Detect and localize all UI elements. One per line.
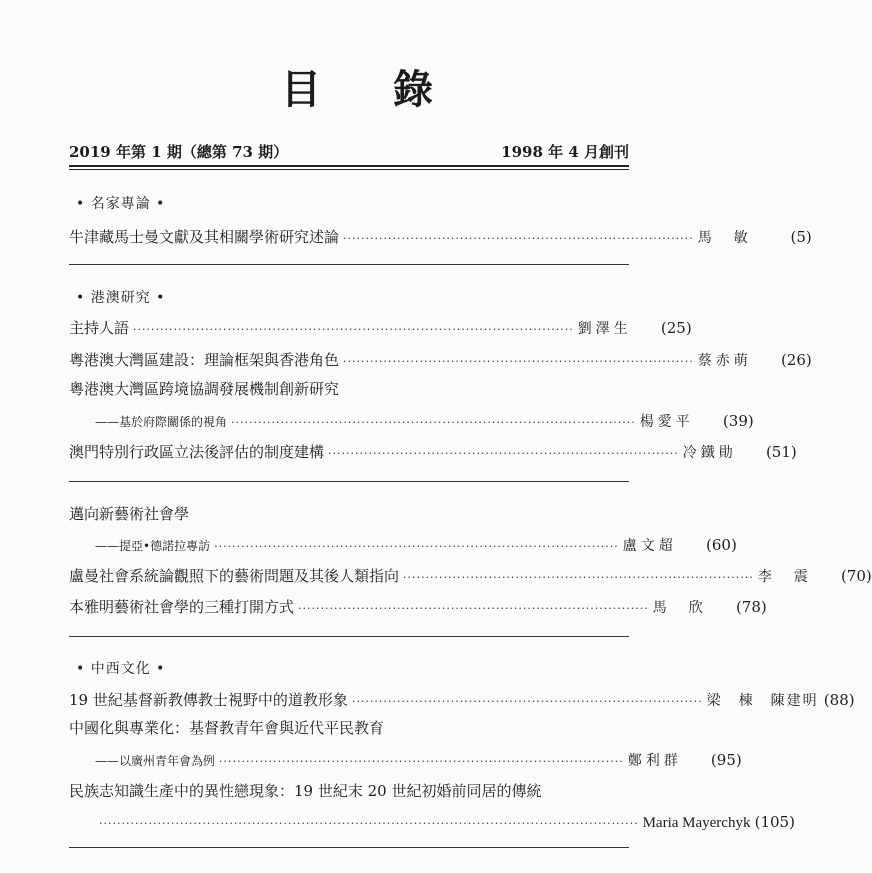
entry-author: 李 震: [757, 569, 812, 585]
entry-page: (51): [765, 443, 797, 461]
toc-entry[interactable]: [69, 349, 812, 371]
entry-subtitle: ——提亞•德諾拉專訪: [95, 539, 211, 553]
entry-author: 梁 棟 陳建明: [706, 693, 819, 709]
entry-title: 19 世紀基督新教傳教士視野中的道教形象: [69, 691, 348, 709]
entry-title: 粵港澳大灣區跨境協調發展機制創新研究: [69, 380, 340, 398]
entry-author: 鄭利群: [627, 753, 682, 769]
entry-title: 本雅明藝術社會學的三種打開方式: [69, 598, 295, 616]
toc-entry[interactable]: [69, 689, 855, 711]
header-rule-thin: [69, 169, 629, 170]
section-heading: • 中西文化 •: [76, 661, 166, 677]
section-heading: 邁向新藝術社會學: [69, 505, 190, 523]
leader-dots: ··························································································: [231, 416, 636, 429]
entry-page: (78): [735, 598, 767, 616]
section-divider: [69, 847, 629, 848]
leader-dots: ························································································································: [99, 817, 639, 830]
toc-entry-title-line[interactable]: [69, 717, 629, 739]
entry-page: (105): [754, 813, 795, 831]
section-heading: • 港澳研究 •: [76, 290, 166, 306]
entry-title: 中國化與專業化：基督教青年會與近代平民教育: [69, 719, 385, 737]
entry-author: 冷鐵勛: [682, 445, 737, 461]
entry-author: 馬 敏: [697, 230, 752, 246]
toc-entry[interactable]: [69, 535, 737, 557]
section-divider: [69, 636, 629, 637]
issue-line: [69, 141, 629, 162]
leader-dots: ··············································································: [328, 447, 679, 460]
entry-author: 劉澤生: [577, 321, 632, 337]
entry-subtitle: ——以廣州青年會為例: [95, 754, 216, 768]
entry-author: 馬 欣: [652, 600, 707, 616]
entry-page: (25): [660, 319, 692, 337]
section-divider: [69, 264, 629, 265]
entry-page: (70): [840, 567, 872, 585]
leader-dots: ··············································································: [351, 695, 703, 708]
toc-entry[interactable]: [69, 411, 754, 433]
entry-title: 盧曼社會系統論觀照下的藝術問題及其後人類指向: [69, 567, 400, 585]
page-title: [0, 58, 714, 115]
toc-entry-title-line[interactable]: [69, 378, 629, 400]
section-divider: [69, 481, 629, 482]
entry-author: 盧文超: [622, 538, 677, 554]
entry-page: (5): [790, 228, 812, 246]
founded-date: 1998 年 4 月創刊: [501, 143, 629, 161]
entry-page: (39): [722, 412, 754, 430]
toc-entry-title-line[interactable]: [69, 780, 629, 802]
toc-entry[interactable]: [69, 813, 795, 835]
toc-entry[interactable]: [69, 317, 692, 339]
entry-title: 民族志知識生產中的異性戀現象：19 世紀末 20 世紀初婚前同居的傳統: [69, 782, 542, 800]
entry-title: 主持人語: [69, 319, 130, 337]
section-heading: • 名家專論 •: [76, 196, 166, 212]
entry-title: 牛津藏馬士曼文獻及其相關學術研究述論: [69, 228, 340, 246]
leader-dots: ··································································································: [133, 323, 574, 336]
entry-page: (60): [706, 536, 737, 554]
entry-page: (26): [780, 351, 812, 369]
entry-page: (95): [710, 751, 742, 769]
entry-subtitle: ——基於府際關係的視角: [95, 415, 228, 429]
title-char-2: 錄: [393, 66, 433, 113]
toc-entry[interactable]: [69, 750, 742, 772]
toc-entry[interactable]: [69, 596, 767, 618]
entry-author: 楊愛平: [639, 414, 694, 430]
issue-number: 2019 年第 1 期（總第 73 期）: [69, 143, 289, 161]
toc-entry[interactable]: [69, 441, 797, 463]
entry-title: 粵港澳大灣區建設：理論框架與香港角色: [69, 351, 340, 369]
toc-entry[interactable]: [69, 565, 872, 587]
title-char-1: 目: [281, 66, 321, 113]
leader-dots: ··············································································: [298, 602, 649, 615]
entry-author: 蔡赤萌: [697, 353, 752, 369]
leader-dots: ··············································································: [343, 232, 694, 245]
leader-dots: ··············································································: [403, 571, 754, 584]
leader-dots: ··························································································: [214, 540, 619, 553]
entry-author: Maria Mayerchyk: [642, 815, 751, 831]
toc-entry[interactable]: [69, 226, 812, 248]
entry-title: 澳門特別行政區立法後評估的制度建構: [69, 443, 325, 461]
leader-dots: ··············································································: [343, 355, 694, 368]
leader-dots: ··························································································: [219, 755, 624, 768]
entry-page: (88): [823, 691, 855, 709]
header-rule: [69, 165, 629, 167]
